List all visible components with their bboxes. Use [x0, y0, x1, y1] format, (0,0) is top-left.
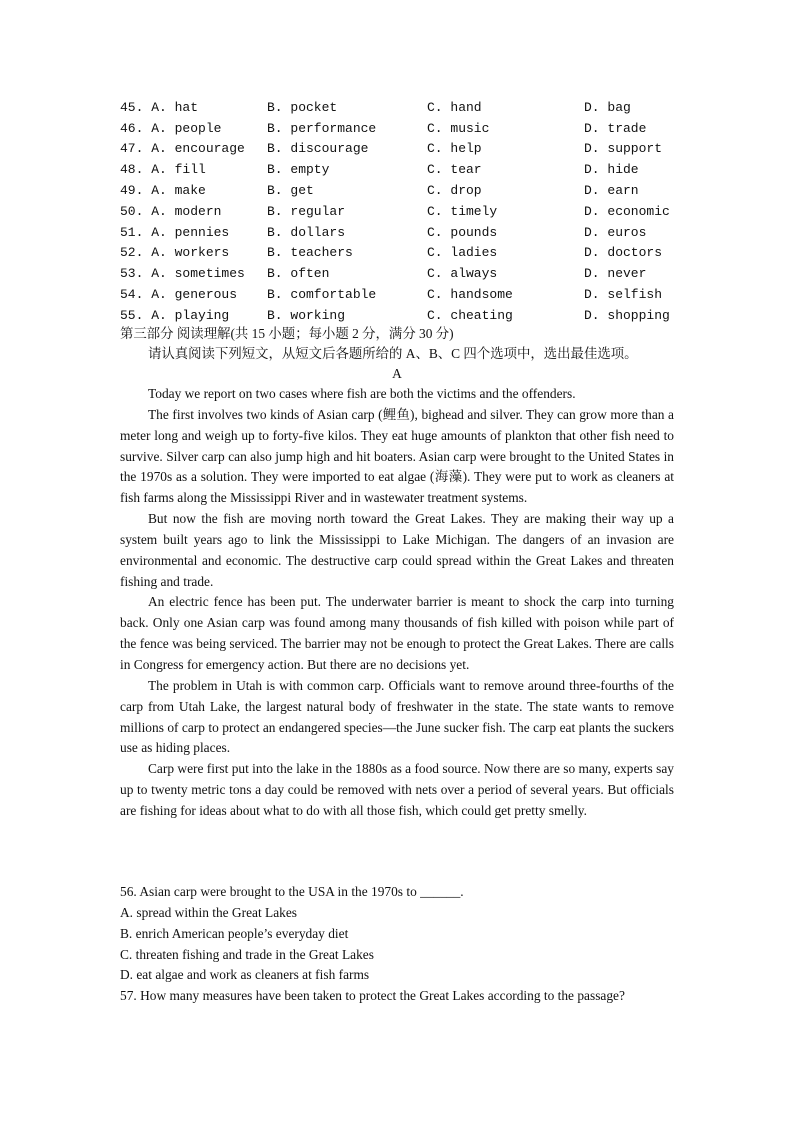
option-c: C. tear [427, 162, 482, 178]
option-row [120, 305, 694, 326]
option-c: C. timely [427, 203, 498, 219]
reading-passage [120, 384, 674, 822]
option-b: B. comfortable [267, 287, 377, 303]
option-row [120, 243, 694, 264]
section-title: 第三部分 阅读理解(共 15 小题；每小题 2 分，满分 30 分) [120, 326, 454, 341]
question-number: 52. [120, 245, 144, 261]
option-number-and-a [120, 305, 267, 326]
option-c: C. hand [427, 99, 482, 115]
option-row [120, 222, 694, 243]
option-row [120, 97, 694, 118]
question-number: 55. [120, 307, 144, 323]
question-number: 53. [120, 266, 144, 282]
passage-paragraph: Today we report on two cases where fish are both the victims and the offenders. [148, 386, 576, 401]
option-b: B. get [267, 183, 314, 199]
option-a: A. fill [151, 162, 206, 178]
option-a: A. generous [151, 287, 238, 303]
question-56-option-b: B. enrich American people’s everyday diet [120, 925, 349, 941]
option-number-and-a [120, 159, 267, 180]
option-d: D. hide [584, 162, 639, 178]
option-a: A. people [151, 120, 222, 136]
option-row [120, 118, 694, 139]
option-d: D. earn [584, 183, 639, 199]
option-d: D. never [584, 266, 647, 282]
option-b: B. pocket [267, 99, 338, 115]
option-number-and-a [120, 139, 267, 160]
option-number-and-a [120, 97, 267, 118]
option-number-and-a [120, 263, 267, 284]
option-b: B. discourage [267, 141, 369, 157]
option-b: B. empty [267, 162, 330, 178]
option-number-and-a [120, 284, 267, 305]
option-row [120, 263, 694, 284]
option-a: A. encourage [151, 141, 245, 157]
question-number: 54. [120, 287, 144, 303]
option-c: C. always [427, 266, 498, 282]
question-56-option-c: C. threaten fishing and trade in the Great Lakes [120, 946, 374, 962]
option-d: D. euros [584, 224, 647, 240]
option-b: B. performance [267, 120, 377, 136]
option-a: A. hat [151, 99, 199, 115]
option-a: A. make [151, 183, 206, 199]
option-c: C. help [427, 141, 482, 157]
option-d: D. selfish [584, 287, 663, 303]
option-c: C. cheating [427, 307, 513, 323]
passage-paragraph: Carp were first put into the lake in the 1880s as a food source. Now there are so many, experts say up to twenty metric tons a day could be removed with nets over a period of several years. But officials are fishing for ideas about what to do with all those fish, which could get pretty smelly. [120, 761, 674, 818]
question-number: 45. [120, 99, 144, 115]
option-d: D. doctors [584, 245, 663, 261]
option-row [120, 201, 694, 222]
question-number: 48. [120, 162, 144, 178]
option-d: D. support [584, 141, 663, 157]
option-a: A. sometimes [151, 266, 245, 282]
option-number-and-a [120, 222, 267, 243]
question-number: 47. [120, 141, 144, 157]
option-a: A. playing [151, 307, 230, 323]
question-56-option-d: D. eat algae and work as cleaners at fish farms [120, 967, 370, 983]
question-number: 50. [120, 203, 144, 219]
option-b: B. teachers [267, 245, 353, 261]
cloze-options-table [120, 97, 694, 326]
option-a: A. pennies [151, 224, 230, 240]
option-number-and-a [120, 118, 267, 139]
option-row [120, 139, 694, 160]
section-instruction: 请认真阅读下列短文，从短文后各题所给的 A、B、C 四个选项中，选出最佳选项。 [148, 346, 638, 361]
option-a: A. workers [151, 245, 230, 261]
option-c: C. pounds [427, 224, 498, 240]
option-b: B. regular [267, 203, 346, 219]
option-c: C. drop [427, 183, 482, 199]
question-56-stem: 56. Asian carp were brought to the USA in the 1970s to ______. [120, 884, 464, 899]
passage-paragraph: An electric fence has been put. The underwater barrier is meant to shock the carp into turning back. Only one Asian carp was found among many thousands of fish killed with poison while part of the fence was being serviced. The barrier may not be enough to protect the Great Lakes. There are calls in Congress for emergency action. But there are no decisions yet. [120, 594, 674, 672]
option-d: D. bag [584, 99, 631, 115]
passage-paragraph: The problem in Utah is with common carp. Officials want to remove around three-fourths of the carp from Utah Lake, the largest natural body of freshwater in the state. The state wants to remove millions of carp to protect an endangered species—the June sucker fish. The carp eat plants the suckers use as hiding places. [120, 677, 674, 756]
option-a: A. modern [151, 203, 222, 219]
passage-paragraph: But now the fish are moving north toward the Great Lakes. They are making their way up a system built years ago to link the Mississippi to Lake Michigan. The dangers of an invasion are environmental and economic. The destructive carp could spread within the Great Lakes and threaten fishing and trade. [120, 511, 674, 589]
option-row [120, 284, 694, 305]
option-c: C. handsome [427, 287, 513, 303]
option-d: D. trade [584, 120, 647, 136]
option-b: B. working [267, 307, 346, 323]
questions [120, 882, 674, 1007]
option-number-and-a [120, 201, 267, 222]
passage-paragraph: The first involves two kinds of Asian carp (鲤鱼), bighead and silver. They can grow more than a meter long and weigh up to forty-five kilos. They eat huge amounts of plankton that other fish need to survive. Silver carp can also jump high and hit boaters. Asian carp were brought to the United States in the 1970s as a solution. They were imported to eat algae (海藻). They were put to work as cleaners at fish farms along the Mississippi River and in wastewater treatment systems. [120, 406, 674, 506]
option-b: B. often [267, 266, 330, 282]
question-number: 51. [120, 224, 144, 240]
question-57-stem: 57. How many measures have been taken to protect the Great Lakes according to the passage? [120, 988, 625, 1004]
option-number-and-a [120, 180, 267, 201]
question-number: 46. [120, 120, 144, 136]
option-c: C. music [427, 120, 490, 136]
question-number: 49. [120, 183, 144, 199]
option-c: C. ladies [427, 245, 498, 261]
option-d: D. economic [584, 203, 670, 219]
passage-label: A [392, 366, 402, 381]
option-d: D. shopping [584, 307, 670, 323]
question-56-option-a: A. spread within the Great Lakes [120, 904, 297, 920]
option-b: B. dollars [267, 224, 346, 240]
option-row [120, 180, 694, 201]
option-number-and-a [120, 243, 267, 264]
option-row [120, 159, 694, 180]
